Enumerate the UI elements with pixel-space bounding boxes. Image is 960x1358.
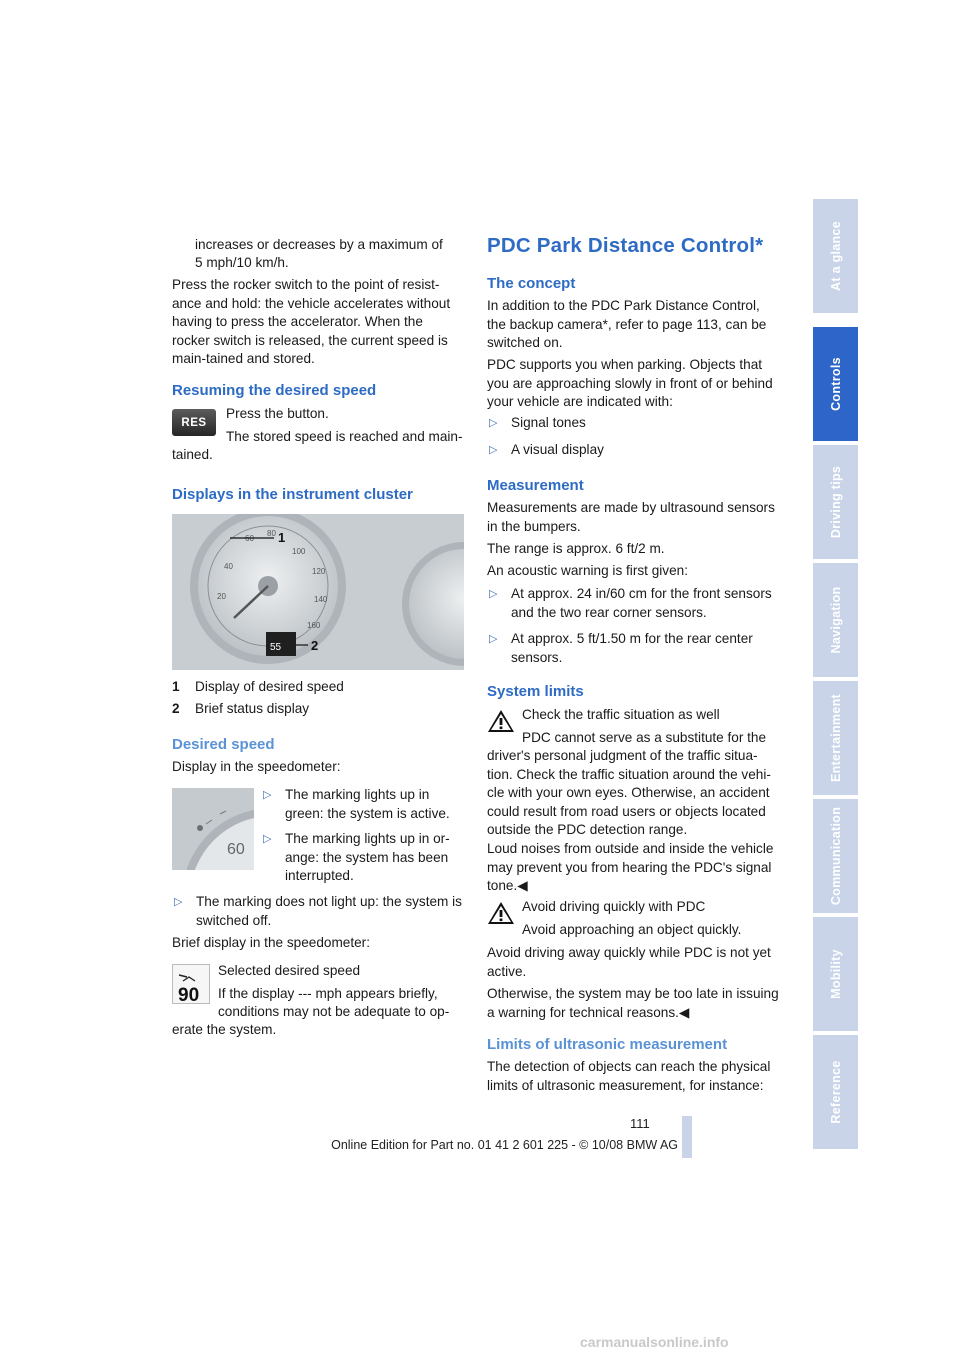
tab-driving-tips[interactable]: Driving tips — [813, 445, 858, 559]
intro-line-1: increases or decreases by a maximum of — [195, 237, 443, 252]
res-press-text: Press the button. — [226, 406, 329, 421]
pdc-title: PDC Park Distance Control* — [487, 234, 764, 257]
measurement-range: The range is approx. 6 ft/2 m. — [487, 541, 665, 556]
ultrasonic-paragraph: The detection of objects can reach the physical limits of ultrasonic measurement, for instance: — [487, 1059, 771, 1093]
system-limits-heading: System limits — [487, 683, 584, 700]
tick-120: 120 — [312, 567, 326, 576]
warning1-body: driver's personal judgment of the traffic situa-tion. Check the traffic situation around the vehi-cle with your own eyes. Otherwise, an accident could result from road users or objects located outside the PDC detection range. — [487, 748, 771, 837]
bullet-off: ▷ The marking does not light up: the system is switched off. — [174, 894, 462, 928]
tab-mobility[interactable]: Mobility — [813, 917, 858, 1031]
res-stored-line2: tained. — [172, 447, 213, 462]
warning1-line1: PDC cannot serve as a substitute for the — [522, 730, 767, 745]
ultrasonic-heading: Limits of ultrasonic measurement — [487, 1036, 728, 1053]
speed-90-icon — [173, 965, 211, 1005]
res-stored-line1: The stored speed is reached and main- — [226, 429, 463, 444]
speedometer-closeup-image — [172, 788, 254, 870]
tab-navigation[interactable]: Navigation — [813, 563, 858, 677]
instrument-cluster-image — [172, 514, 464, 670]
legend-num: 2 — [172, 701, 180, 716]
warning2-line1: Avoid approaching an object quickly. — [522, 922, 742, 937]
bullet-orange: ▷ The marking lights up in or-ange: the system has been interrupted. — [263, 831, 450, 883]
tick-140: 140 — [314, 595, 328, 604]
if-display-line1: If the display --- mph appears briefly, — [218, 986, 438, 1001]
desired-speed-heading: Desired speed — [172, 736, 275, 753]
display-in-speedometer: Display in the speedometer: — [172, 759, 341, 774]
intro-line-2: 5 mph/10 km/h. — [195, 255, 289, 270]
legend-text: Display of desired speed — [195, 679, 344, 694]
bullet-signal-tones: ▷ Signal tones — [489, 415, 586, 430]
closeup-illustration — [172, 788, 254, 870]
measurement-heading: Measurement — [487, 477, 584, 494]
tick-20: 20 — [217, 592, 226, 601]
tab-communication[interactable]: Communication — [813, 799, 858, 913]
tick-60: 60 — [245, 534, 254, 543]
acoustic-warning-intro: An acoustic warning is first given: — [487, 563, 688, 578]
tab-controls[interactable]: Controls — [813, 327, 858, 441]
warning2-title: Avoid driving quickly with PDC — [522, 899, 706, 914]
otherwise-paragraph: Otherwise, the system may be too late in issuing a warning for technical reasons.◀ — [487, 986, 779, 1020]
warning-triangle-icon — [487, 900, 515, 926]
tick-100: 100 — [292, 547, 306, 556]
res-button-icon: RES — [172, 409, 216, 436]
cluster-illustration — [172, 514, 464, 670]
if-display-line3: erate the system. — [172, 1022, 277, 1037]
avoid-away-paragraph: Avoid driving away quickly while PDC is not yet active. — [487, 945, 771, 979]
tick-40: 40 — [224, 562, 233, 571]
if-display-line2: conditions may not be adequate to op- — [218, 1004, 450, 1019]
brief-display-text: Brief display in the speedometer: — [172, 935, 370, 950]
status-display-55: 55 — [270, 642, 282, 653]
resuming-heading: Resuming the desired speed — [172, 382, 377, 399]
brief-display-icon — [172, 964, 210, 1004]
svg-text:90: 90 — [178, 985, 200, 1005]
loud-noises-paragraph: Loud noises from outside and inside the vehicle may prevent you from hearing the PDC's signal tone.◀ — [487, 841, 774, 893]
watermark: carmanualsonline.info — [580, 1334, 729, 1350]
measurement-paragraph-1: Measurements are made by ultrasound sensors in the bumpers. — [487, 500, 775, 534]
legend-text: Brief status display — [195, 701, 310, 716]
selected-desired-speed: Selected desired speed — [218, 963, 361, 978]
callout-1: 1 — [278, 530, 286, 545]
tab-reference[interactable]: Reference — [813, 1035, 858, 1149]
legend-item — [172, 700, 310, 719]
legend-num: 1 — [172, 679, 180, 694]
page-number: 111 — [630, 1116, 650, 1131]
bullet-visual-display: ▷ A visual display — [489, 442, 604, 457]
bullet-green: ▷ The marking lights up in green: the system is active. — [263, 787, 450, 821]
legend-item — [172, 678, 344, 697]
bullet-front-sensors: ▷ At approx. 24 in/60 cm for the front sensors and the two rear corner sensors. — [489, 586, 772, 620]
footer-bar — [682, 1116, 692, 1158]
concept-paragraph-2: PDC supports you when parking. Objects that you are approaching slowly in front of or behind your vehicle are indicated with: — [487, 357, 773, 409]
warning-triangle-icon — [487, 708, 515, 734]
rocker-paragraph: Press the rocker switch to the point of resist-ance and hold: the vehicle accelerates without having to press the accelerator. When the rocker switch is released, the current speed is main-tained and stored. — [172, 277, 451, 366]
concept-paragraph-1: In addition to the PDC Park Distance Control, the backup camera*, refer to page 113, can be switched on. — [487, 298, 767, 350]
tick-160: 160 — [307, 621, 321, 630]
tick-80: 80 — [267, 529, 276, 538]
bullet-rear-center: ▷ At approx. 5 ft/1.50 m for the rear center sensors. — [489, 631, 753, 665]
concept-heading: The concept — [487, 275, 576, 292]
tab-entertainment[interactable]: Entertainment — [813, 681, 858, 795]
callout-2: 2 — [311, 638, 319, 653]
warning1-title: Check the traffic situation as well — [522, 707, 720, 722]
footer-edition: Online Edition for Part no. 01 41 2 601 225 - © 10/08 BMW AG — [331, 1138, 678, 1152]
tab-at-a-glance[interactable]: At a glance — [813, 199, 858, 313]
closeup-tick-60: 60 — [227, 841, 245, 858]
displays-heading: Displays in the instrument cluster — [172, 486, 413, 503]
